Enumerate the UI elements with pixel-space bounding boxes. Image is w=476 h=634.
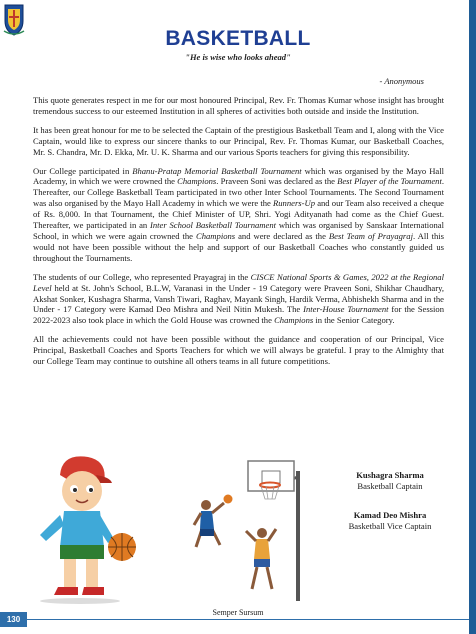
paragraph-text: and our Team also received a cheque of Rs. 8,000. In that Tournament, the Chief Minister of UP, Shri. Yogi Adityanath had come as the Chief Guest. Thereafter, we participated in an <box>33 198 444 231</box>
paragraph-text: The students of our College, who represented Prayagraj in the <box>33 271 251 282</box>
quote-author: - Anonymous <box>379 76 424 86</box>
emphasized-text: Champions <box>274 315 314 326</box>
paragraph-text: which was organised by the Mayo Hall Academy, in which we were crowned the <box>33 165 444 187</box>
emphasized-text: Inter School Basketball Tournament <box>150 220 277 231</box>
defending-player-illustration <box>246 528 276 589</box>
emphasized-text: Best Team of Prayagraj <box>328 230 413 241</box>
paragraph-text: in the Senior Category. <box>313 315 395 326</box>
captain-role: Basketball Captain <box>357 481 423 491</box>
paragraph-text: This quote generates respect in me for our most honoured Principal, Rev. Fr. Thomas Kumar whose insight has brought tremendous success to our esteemed Institution in all spheres of activities both outside and inside the Institution. <box>33 95 444 116</box>
paragraph-text: . Thereafter, our College Basketball Team participated in two other Inter School Tournaments. The Second Tournament was also organised by the Mayo Hall Academy in which we were the <box>33 176 445 209</box>
basketball-illustration <box>0 455 476 605</box>
captain-name: Kushagra Sharma <box>356 470 424 480</box>
article-paragraph <box>33 95 444 117</box>
emphasized-text: Champions <box>195 230 236 241</box>
paragraph-text: and were declared as the <box>235 230 329 241</box>
paragraph-text: Our College participated in <box>33 165 133 176</box>
article-paragraph <box>33 334 444 367</box>
paragraph-text: which was organised by Sanskaar International School, in which we were again crowned the <box>33 220 444 241</box>
page-title: BASKETBALL <box>165 27 311 50</box>
emphasized-text: CISCE National Sports & Games, 2022 at the Regional Level <box>33 271 444 293</box>
article-paragraph <box>33 272 444 327</box>
paragraph-text: All the achievements could not have been possible without the guidance and cooperation of our Principal, Vice Principal, Basketball Coaches and Sports Teachers for which we will always be grateful. I pray to the Almighty that our College Team may continue to outshine all others teams in all future competitions. <box>33 334 444 367</box>
emphasized-text: Champions <box>177 176 217 187</box>
emphasized-text: Best Player of the Tournament <box>337 176 442 187</box>
paragraph-text: . Praveen Soni was declared as the <box>216 176 338 187</box>
quote-text: "He is wise who looks ahead" <box>185 52 291 62</box>
article-paragraph <box>33 125 444 158</box>
college-motto: Semper Sursum <box>212 608 264 617</box>
vice-captain-role: Basketball Vice Captain <box>348 521 432 531</box>
cartoon-boy-illustration <box>40 456 120 604</box>
emphasized-text: Inter-House Tournament <box>303 304 389 315</box>
paragraph-text: held at St. John's School, B.L.W, Varanasi in the Under - 19 Category were Praveen Soni, Shikhar Chaudhary, Akshat Sonker, Kushagra Sharma, Vansh Tiwari, Raghav, Mayank Singh, Hardik Verma, Abhishekh Sharma and in the Under - 17 Category were Kamad Deo Mishra and Neil Nitin Mukesh. The <box>33 282 444 315</box>
footer-rule <box>27 619 469 620</box>
page-number: 130 <box>0 612 27 627</box>
jumping-player-illustration <box>194 500 224 547</box>
article-paragraph <box>33 166 444 264</box>
small-basketball-icon <box>224 495 233 504</box>
vice-captain-name: Kamad Deo Mishra <box>353 510 427 520</box>
paragraph-text: . All this would not have been possible without the help and support of our Basketball Coaches who constantly guided us throughout the Tournaments. <box>33 230 445 263</box>
emphasized-text: Bhanu-Pratap Memorial Basketball Tournament <box>132 165 302 176</box>
article-body <box>33 95 444 375</box>
emphasized-text: Runners-Up <box>273 198 316 209</box>
paragraph-text: for the Session 2022-2023 also took place in which the Gold House was crowned the <box>33 304 444 326</box>
paragraph-text: It has been great honour for me to be selected the Captain of the prestigious Basketball Team and I, along with the Vice Captain, would like to express our sincere thanks to our Principal, Rev. Fr. Thomas Kumar, our Basketball Coaches, Mr. S. Chandra, Mr. D. Ekka, Mr. U. K. Sharma and our various Sports teachers for giving this responsibility. <box>33 124 444 157</box>
